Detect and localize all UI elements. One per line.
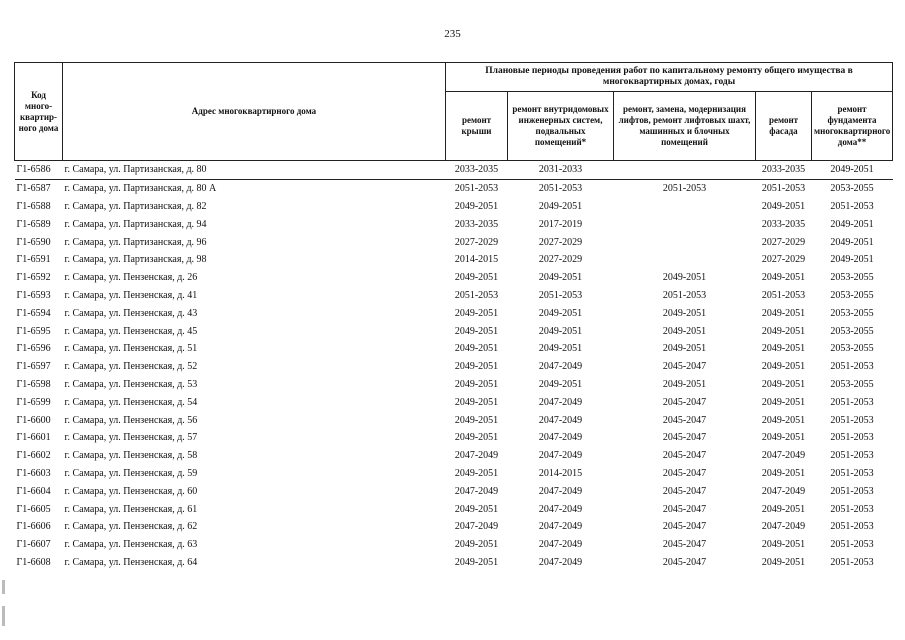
row-foundation: 2051-2053 [830, 467, 874, 479]
row-engineering: 2049-2051 [538, 378, 583, 390]
header-code: Код много-квартир-ного дома [15, 63, 63, 161]
row-address: г. Самара, ул. Пензенская, д. 51 [64, 343, 198, 355]
table-row [15, 215, 893, 233]
row-code: Г1-6606 [16, 521, 51, 533]
row-facade: 2033-2035 [756, 161, 812, 180]
row-address: г. Самара, ул. Партизанская, д. 80 А [64, 183, 217, 195]
row-address: г. Самара, ул. Пензенская, д. 56 [64, 414, 198, 426]
row-facade: 2047-2049 [761, 521, 806, 533]
page-number: 235 [444, 28, 461, 40]
row-roof: 2049-2051 [454, 556, 499, 568]
row-address: г. Самара, ул. Пензенская, д. 61 [64, 503, 198, 515]
row-roof: 2049-2051 [454, 200, 499, 212]
row-engineering: 2049-2051 [538, 272, 583, 284]
row-address: г. Самара, ул. Пензенская, д. 53 [64, 378, 198, 390]
row-elevators: 2045-2047 [662, 450, 707, 462]
table-row [15, 179, 893, 197]
table-row [15, 340, 893, 358]
row-code: Г1-6601 [16, 432, 51, 444]
table-row [15, 358, 893, 376]
row-roof: 2049-2051 [454, 378, 499, 390]
row-elevators: 2051-2053 [662, 183, 707, 195]
row-code: Г1-6598 [16, 378, 51, 390]
row-address: г. Самара, ул. Пензенская, д. 43 [64, 307, 198, 319]
row-code: Г1-6587 [16, 183, 51, 195]
row-foundation: 2051-2053 [830, 503, 874, 515]
table-row [15, 198, 893, 216]
row-engineering: 2047-2049 [538, 414, 583, 426]
header-foundation: ремонт фундамента многоквартирного дома** [812, 92, 893, 161]
row-address: г. Самара, ул. Партизанская, д. 80 [63, 161, 446, 180]
row-elevators: 2045-2047 [662, 432, 707, 444]
row-elevators: 2051-2053 [662, 289, 707, 301]
row-foundation: 2049-2051 [812, 161, 893, 180]
row-elevators [614, 233, 756, 251]
table-row [15, 536, 893, 554]
table-body [15, 161, 893, 572]
row-roof: 2047-2049 [454, 485, 499, 497]
header-engineering: ремонт внутридомовых инженерных систем, подвальных помещений* [508, 92, 614, 161]
row-address: г. Самара, ул. Пензенская, д. 62 [64, 521, 198, 533]
row-engineering: 2049-2051 [538, 325, 583, 337]
table-row [15, 304, 893, 322]
row-foundation: 2051-2053 [830, 361, 874, 373]
row-address: г. Самара, ул. Пензенская, д. 59 [64, 467, 198, 479]
row-foundation: 2049-2051 [830, 236, 874, 248]
table-row [15, 482, 893, 500]
row-address: г. Самара, ул. Пензенская, д. 60 [64, 485, 198, 497]
row-engineering: 2049-2051 [538, 343, 583, 355]
row-address: г. Самара, ул. Пензенская, д. 63 [64, 539, 198, 551]
row-code: Г1-6586 [15, 161, 63, 180]
row-address: г. Самара, ул. Партизанская, д. 98 [64, 254, 207, 266]
row-elevators: 2049-2051 [662, 325, 707, 337]
row-elevators [614, 198, 756, 216]
row-roof: 2027-2029 [454, 236, 499, 248]
row-roof: 2049-2051 [454, 414, 499, 426]
row-engineering: 2051-2053 [538, 289, 583, 301]
row-address: г. Самара, ул. Пензенская, д. 54 [64, 396, 198, 408]
row-facade: 2049-2051 [761, 432, 806, 444]
row-address: г. Самара, ул. Пензенская, д. 57 [64, 432, 198, 444]
row-address: г. Самара, ул. Пензенская, д. 64 [64, 556, 198, 568]
row-foundation: 2053-2055 [830, 343, 874, 355]
row-foundation: 2051-2053 [830, 485, 874, 497]
row-elevators: 2049-2051 [662, 343, 707, 355]
row-foundation: 2049-2051 [830, 218, 874, 230]
table-row [15, 500, 893, 518]
row-roof: 2033-2035 [446, 161, 508, 180]
table-row [15, 322, 893, 340]
row-engineering: 2047-2049 [538, 503, 583, 515]
repair-schedule-table [14, 62, 893, 571]
row-engineering: 2027-2029 [538, 254, 583, 266]
row-facade: 2049-2051 [761, 378, 806, 390]
row-facade: 2049-2051 [761, 361, 806, 373]
row-facade: 2051-2053 [761, 289, 806, 301]
row-foundation: 2053-2055 [830, 272, 874, 284]
row-code: Г1-6599 [16, 396, 51, 408]
table-row [15, 269, 893, 287]
row-elevators [614, 215, 756, 233]
header-periods: Плановые периоды проведения работ по капитальному ремонту общего имущества в многоквартирных домах, годы [446, 63, 893, 92]
row-foundation: 2051-2053 [830, 432, 874, 444]
row-code: Г1-6593 [16, 289, 51, 301]
row-elevators: 2045-2047 [662, 361, 707, 373]
scan-margin-mark [2, 606, 5, 626]
header-facade: ремонт фасада [756, 92, 812, 161]
table-row [15, 393, 893, 411]
row-code: Г1-6605 [16, 503, 51, 515]
table-row [15, 161, 893, 180]
header-roof: ремонт крыши [446, 92, 508, 161]
header-address: Адрес многоквартирного дома [63, 63, 446, 161]
row-engineering: 2047-2049 [538, 361, 583, 373]
row-code: Г1-6608 [16, 556, 51, 568]
row-facade: 2049-2051 [761, 307, 806, 319]
row-roof: 2049-2051 [454, 467, 499, 479]
row-elevators: 2049-2051 [662, 378, 707, 390]
row-facade: 2049-2051 [761, 503, 806, 515]
row-roof: 2047-2049 [454, 450, 499, 462]
row-address: г. Самара, ул. Пензенская, д. 58 [64, 450, 198, 462]
row-code: Г1-6594 [16, 307, 51, 319]
row-facade: 2047-2049 [761, 485, 806, 497]
row-engineering: 2017-2019 [538, 218, 583, 230]
row-engineering: 2047-2049 [538, 485, 583, 497]
row-code: Г1-6590 [16, 236, 51, 248]
row-engineering: 2047-2049 [538, 539, 583, 551]
row-roof: 2049-2051 [454, 361, 499, 373]
row-code: Г1-6597 [16, 361, 51, 373]
row-foundation: 2051-2053 [830, 450, 874, 462]
table-row [15, 554, 893, 572]
row-roof: 2051-2053 [454, 183, 499, 195]
row-code: Г1-6595 [16, 325, 51, 337]
row-facade: 2049-2051 [761, 343, 806, 355]
row-roof: 2049-2051 [454, 503, 499, 515]
table-row [15, 251, 893, 269]
row-engineering: 2047-2049 [538, 556, 583, 568]
row-code: Г1-6607 [16, 539, 51, 551]
row-facade: 2049-2051 [761, 467, 806, 479]
row-facade: 2049-2051 [761, 414, 806, 426]
row-roof: 2049-2051 [454, 539, 499, 551]
row-elevators [614, 251, 756, 269]
row-roof: 2049-2051 [454, 307, 499, 319]
row-engineering: 2014-2015 [538, 467, 583, 479]
row-code: Г1-6589 [16, 218, 51, 230]
row-code: Г1-6588 [16, 200, 51, 212]
row-facade: 2051-2053 [761, 183, 806, 195]
row-roof: 2033-2035 [454, 218, 499, 230]
table-row [15, 287, 893, 305]
row-elevators: 2045-2047 [662, 396, 707, 408]
row-code: Г1-6600 [16, 414, 51, 426]
row-elevators: 2045-2047 [662, 414, 707, 426]
row-facade: 2049-2051 [761, 556, 806, 568]
row-foundation: 2053-2055 [830, 378, 874, 390]
row-code: Г1-6596 [16, 343, 51, 355]
row-code: Г1-6592 [16, 272, 51, 284]
row-facade: 2049-2051 [761, 272, 806, 284]
row-engineering: 2027-2029 [538, 236, 583, 248]
row-roof: 2051-2053 [454, 289, 499, 301]
row-code: Г1-6604 [16, 485, 51, 497]
row-elevators: 2049-2051 [662, 307, 707, 319]
row-engineering: 2047-2049 [538, 450, 583, 462]
table-row [15, 465, 893, 483]
header-elevators: ремонт, замена, модернизация лифтов, ремонт лифтовых шахт, машинных и блочных помещений [614, 92, 756, 161]
row-facade: 2047-2049 [761, 450, 806, 462]
row-engineering: 2049-2051 [538, 200, 583, 212]
row-foundation: 2051-2053 [830, 539, 874, 551]
row-facade: 2049-2051 [761, 396, 806, 408]
row-roof: 2014-2015 [454, 254, 499, 266]
row-code: Г1-6602 [16, 450, 51, 462]
row-facade: 2049-2051 [761, 539, 806, 551]
row-address: г. Самара, ул. Партизанская, д. 94 [64, 218, 207, 230]
row-engineering: 2047-2049 [538, 396, 583, 408]
row-facade: 2027-2029 [761, 254, 806, 266]
row-code: Г1-6603 [16, 467, 51, 479]
row-facade: 2049-2051 [761, 200, 806, 212]
row-engineering: 2047-2049 [538, 432, 583, 444]
row-foundation: 2051-2053 [830, 200, 874, 212]
row-foundation: 2051-2053 [830, 521, 874, 533]
table-row [15, 447, 893, 465]
table-row [15, 233, 893, 251]
row-foundation: 2053-2055 [830, 307, 874, 319]
row-elevators: 2049-2051 [662, 272, 707, 284]
row-foundation: 2051-2053 [830, 396, 874, 408]
row-elevators [614, 161, 756, 180]
row-elevators: 2045-2047 [662, 467, 707, 479]
row-roof: 2049-2051 [454, 432, 499, 444]
row-foundation: 2049-2051 [830, 254, 874, 266]
row-elevators: 2045-2047 [662, 485, 707, 497]
row-foundation: 2051-2053 [830, 414, 874, 426]
row-roof: 2049-2051 [454, 343, 499, 355]
row-address: г. Самара, ул. Пензенская, д. 52 [64, 361, 198, 373]
scan-margin-mark [2, 580, 5, 594]
table-row [15, 429, 893, 447]
row-elevators: 2045-2047 [662, 521, 707, 533]
table-row [15, 518, 893, 536]
table-row [15, 376, 893, 394]
row-address: г. Самара, ул. Пензенская, д. 45 [64, 325, 198, 337]
row-foundation: 2053-2055 [830, 289, 874, 301]
table-row [15, 411, 893, 429]
row-engineering: 2031-2033 [508, 161, 614, 180]
row-engineering: 2049-2051 [538, 307, 583, 319]
row-roof: 2049-2051 [454, 272, 499, 284]
row-roof: 2049-2051 [454, 325, 499, 337]
row-facade: 2049-2051 [761, 325, 806, 337]
row-roof: 2047-2049 [454, 521, 499, 533]
row-address: г. Самара, ул. Пензенская, д. 26 [64, 272, 198, 284]
row-code: Г1-6591 [16, 254, 51, 266]
row-engineering: 2051-2053 [538, 183, 583, 195]
row-address: г. Самара, ул. Пензенская, д. 41 [64, 289, 198, 301]
row-address: г. Самара, ул. Партизанская, д. 96 [64, 236, 207, 248]
row-address: г. Самара, ул. Партизанская, д. 82 [64, 200, 207, 212]
row-elevators: 2045-2047 [662, 539, 707, 551]
row-foundation: 2051-2053 [830, 556, 874, 568]
row-facade: 2027-2029 [761, 236, 806, 248]
row-elevators: 2045-2047 [662, 556, 707, 568]
row-facade: 2033-2035 [761, 218, 806, 230]
row-foundation: 2053-2055 [830, 183, 874, 195]
row-foundation: 2053-2055 [830, 325, 874, 337]
row-elevators: 2045-2047 [662, 503, 707, 515]
row-engineering: 2047-2049 [538, 521, 583, 533]
row-roof: 2049-2051 [454, 396, 499, 408]
